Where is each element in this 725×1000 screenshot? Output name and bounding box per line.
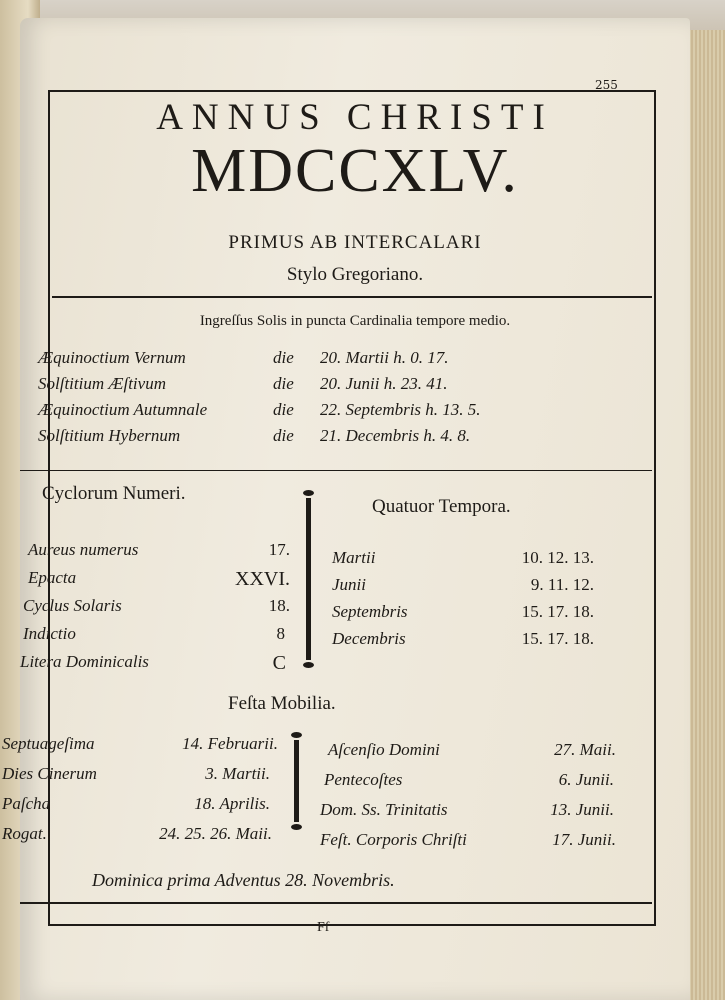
signature-mark: Ff — [317, 920, 330, 935]
page-number: 255 — [595, 78, 618, 92]
festa-heading: Feſta Mobilia. — [228, 693, 336, 714]
quatuor-heading: Quatuor Tempora. — [372, 496, 511, 517]
rule-bottom — [20, 902, 652, 904]
title-year: MDCCXLV. — [191, 137, 519, 205]
title-style: Stylo Gregoriano. — [286, 264, 424, 285]
cyclorum-heading: Cyclorum Numeri. — [42, 483, 186, 504]
festa-divider-ornament — [294, 740, 299, 822]
advent-line: Dominica prima Adventus 28. Novembris. — [92, 870, 395, 890]
title-subtitle: PRIMUS AB INTERCALARI — [228, 232, 482, 253]
rule-after-ingressus — [20, 470, 652, 471]
rule-after-title — [52, 296, 652, 298]
title-line-1: ANNUS CHRISTI — [156, 97, 554, 138]
column-divider-ornament — [306, 498, 311, 660]
ingressus-heading: Ingreſſus Solis in puncta Cardinalia tempore medio. — [199, 313, 511, 329]
book-page: 255 ANNUS CHRISTI MDCCXLV. PRIMUS AB INTERCALARI Stylo Gregoriano. Ingreſſus Solis in puncta Cardinalia tempore medio. Æquinoctium Vernum die 20. Martii h. 0. 17. Solſtitium Æſtivum die 20. Junii h. 23. 41. Æquinoctium Autumnale die 22. Septembris h. 13. 5. Solſtitium Hybernum die 21. Decembris h. 4. 8. Cyclorum Numeri. Quatuor Tempora. Aureus numerus 17. Epacta XXVI. Cyclus Solaris 18. Indictio 8 Litera Dominicalis C Martii 10. 12. 13. Junii 9. 11. 12. Septembris 15. 17. 18. Decembris 15. 17. 18. Feſta Mobilia. Septuageſima 14. Februarii. Dies Cinerum 3. Martii. Paſcha 18. Aprilis. Rogat. 24. 25. 26. Maii. Aſcenſio Domini 27. Maii. Pentecoſtes 6. Junii. Dom. Ss. Trinitatis 13. Junii. Feſt. Corporis Chriſti 17. Junii. Dominica prima Adventus 28. Novembris. Ff — [20, 18, 690, 1000]
